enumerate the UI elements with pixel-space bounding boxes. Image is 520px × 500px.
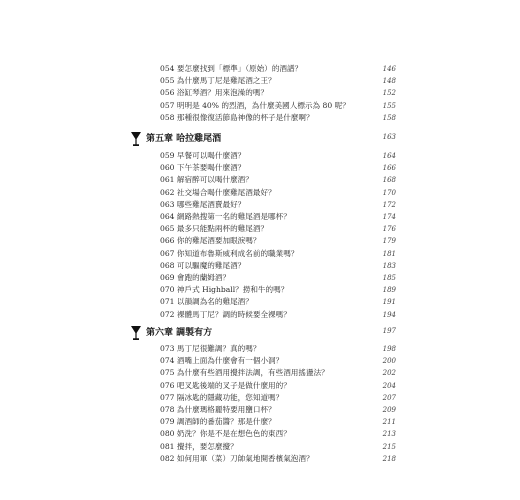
toc-entry bbox=[160, 187, 396, 199]
toc-entry-title: 054 要怎麼找到「標準」（原始）的酒譜？ bbox=[160, 64, 303, 73]
toc-entry bbox=[160, 150, 396, 162]
toc-entry-title: 080 奶洗？你是不是在想色色的東西？ bbox=[160, 429, 291, 439]
toc-entry bbox=[160, 441, 396, 453]
toc-entry-page: 218 bbox=[382, 454, 396, 463]
toc-entry-page: 166 bbox=[382, 164, 396, 173]
chapter-heading bbox=[130, 131, 396, 147]
toc-entry-page: 155 bbox=[382, 101, 396, 110]
toc-entry-title: 082 如何用軍（菜）刀帥氣地開香檳氣泡酒？ bbox=[160, 453, 314, 463]
toc-entry bbox=[160, 380, 396, 392]
toc-entry-page: 204 bbox=[382, 381, 396, 390]
toc-entry-title: 068 可以驅魔的雞尾酒？ bbox=[160, 260, 246, 270]
toc-entry-title: 069 會跑的蘭姆酒？ bbox=[160, 273, 231, 282]
toc-entry-title: 078 為什麼瑪格麗特要用鹽口杯？ bbox=[160, 405, 276, 414]
toc-entry-page: 158 bbox=[382, 113, 396, 122]
toc-entry-title: 070 神戶式 Highball？撈和牛的嗎？ bbox=[160, 285, 289, 295]
chapter-page: 197 bbox=[382, 327, 396, 335]
toc-entry-page: 183 bbox=[382, 261, 396, 270]
toc-entry-title: 058 那種很像復活節島神像的杯子是什麼啊？ bbox=[160, 112, 314, 122]
toc-entry bbox=[160, 63, 396, 75]
toc-entry-title: 075 為什麼有些酒用攪拌法調，有些酒用搖盪法？ bbox=[160, 368, 329, 378]
toc-entry bbox=[160, 100, 396, 112]
toc-entry bbox=[160, 112, 396, 124]
toc-entry bbox=[160, 235, 396, 247]
toc-entry-title: 057 明明是 40% 的烈酒，為什麼美國人標示為 80 呢？ bbox=[160, 100, 350, 110]
toc-entry-page: 215 bbox=[382, 442, 396, 451]
toc-entry-page: 174 bbox=[382, 213, 396, 221]
toc-entry-page: 146 bbox=[382, 65, 396, 73]
toc-entry-page: 152 bbox=[382, 89, 396, 98]
toc-entry-page: 170 bbox=[382, 188, 396, 197]
toc-entry-title: 061 解宿醉可以喝什麼酒？ bbox=[160, 175, 253, 185]
toc-entry bbox=[160, 404, 396, 416]
toc-entry bbox=[160, 162, 396, 174]
toc-entry bbox=[160, 199, 396, 211]
toc-entry-page: 176 bbox=[382, 225, 396, 234]
toc-entry-page: 213 bbox=[382, 430, 396, 439]
toc-entry-page: 185 bbox=[382, 274, 396, 282]
toc-entry bbox=[160, 309, 396, 321]
toc-entry-page: 179 bbox=[382, 237, 396, 246]
toc-entry-title: 077 隔冰匙的隱藏功能，您知道嗎？ bbox=[160, 392, 284, 402]
toc-entry-page: 164 bbox=[382, 152, 396, 160]
toc-entry-title: 064 網路熱搜第一名的雞尾酒是哪杯？ bbox=[160, 212, 291, 221]
toc-entry-page: 189 bbox=[382, 286, 396, 295]
toc-entry-title: 074 酒嘴上面為什麼會有一個小洞？ bbox=[160, 356, 284, 366]
toc-entry bbox=[160, 392, 396, 404]
toc-entry-title: 055 為什麼馬丁尼是雞尾酒之王？ bbox=[160, 76, 276, 86]
toc-entry-title: 079 調酒師的番茄醬？那是什麼？ bbox=[160, 417, 276, 427]
toc-entry-title: 067 你知道布魯斯威利成名前的職業嗎？ bbox=[160, 248, 299, 258]
toc-entry-title: 059 早餐可以喝什麼酒？ bbox=[160, 151, 246, 160]
toc-entry-page: 200 bbox=[382, 357, 396, 366]
chapter-title: 第五章 哈拉雞尾酒 bbox=[146, 134, 222, 144]
toc-entry-title: 063 哪些雞尾酒賣最好？ bbox=[160, 199, 246, 209]
toc-entry-page: 191 bbox=[382, 298, 396, 307]
toc-entry-title: 056 浴缸琴酒？用來泡澡的嗎？ bbox=[160, 88, 269, 98]
toc-entry-page: 172 bbox=[382, 200, 396, 209]
toc-entry-title: 081 攪拌，要怎麼攪？ bbox=[160, 441, 238, 451]
toc-entry-title: 062 社交場合喝什麼雞尾酒最好？ bbox=[160, 187, 276, 197]
toc-entry bbox=[160, 75, 396, 87]
chapter-page: 163 bbox=[382, 133, 396, 141]
toc-entry-page: 181 bbox=[382, 249, 396, 258]
toc-entry-page: 168 bbox=[382, 176, 396, 185]
toc-entry bbox=[160, 367, 396, 379]
toc-entry bbox=[160, 87, 396, 99]
chapter-heading bbox=[130, 325, 396, 341]
cocktail-glass-icon bbox=[130, 325, 142, 341]
toc-entry bbox=[160, 272, 396, 284]
toc-entry bbox=[160, 428, 396, 440]
toc-entry-page: 202 bbox=[382, 369, 396, 378]
toc-entry bbox=[160, 260, 396, 272]
toc-entry bbox=[160, 284, 396, 296]
toc-entry bbox=[160, 355, 396, 367]
toc-entry bbox=[160, 211, 396, 223]
toc-entry-title: 060 下午茶要喝什麼酒？ bbox=[160, 163, 246, 173]
toc-entry-title: 076 吧叉匙後端的叉子是做什麼用的？ bbox=[160, 380, 291, 390]
toc-entry bbox=[160, 296, 396, 308]
toc-entry bbox=[160, 223, 396, 235]
cocktail-glass-icon bbox=[130, 131, 142, 147]
toc-entry bbox=[160, 174, 396, 186]
toc-entry bbox=[160, 248, 396, 260]
toc-entry bbox=[160, 343, 396, 355]
toc-entry bbox=[160, 453, 396, 465]
toc-entry-title: 071 以韻調為名的雞尾酒？ bbox=[160, 297, 253, 307]
toc-entry-title: 065 最多只能點兩杯的雞尾酒？ bbox=[160, 224, 269, 234]
toc-entry-title: 072 裸體馬丁尼？調的時候要全裸嗎？ bbox=[160, 309, 291, 319]
toc-entry-page: 209 bbox=[382, 406, 396, 414]
toc-entry-page: 148 bbox=[382, 77, 396, 86]
toc-entry-page: 194 bbox=[382, 310, 396, 319]
toc-entry-page: 207 bbox=[382, 393, 396, 402]
toc-entry-title: 073 馬丁尼很難調？真的嗎？ bbox=[160, 344, 261, 353]
toc-entry-page: 198 bbox=[382, 345, 396, 353]
toc-entry-title: 066 你的雞尾酒要加眼淚嗎？ bbox=[160, 236, 261, 246]
chapter-title: 第六章 調製有方 bbox=[146, 328, 213, 338]
toc-entry bbox=[160, 416, 396, 428]
toc-entry-page: 211 bbox=[382, 418, 396, 427]
